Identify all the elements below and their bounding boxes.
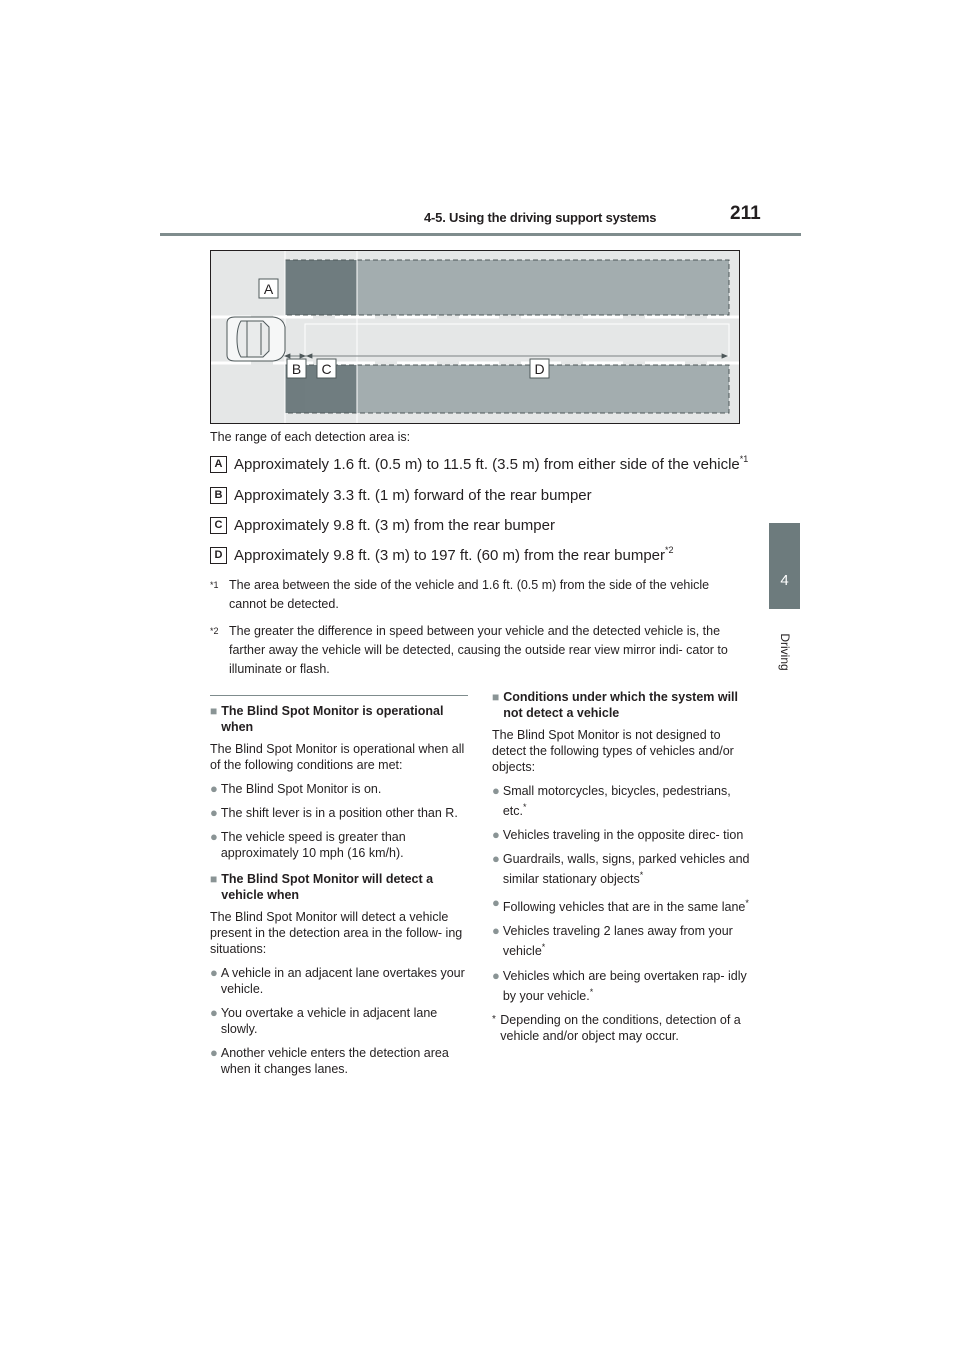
page-number: 211	[730, 203, 761, 224]
figure-label-b: B	[291, 361, 302, 377]
definition-d	[210, 544, 674, 564]
circle-bullet-icon: ●	[210, 805, 218, 820]
list-item-text: The Blind Spot Monitor is on.	[220, 782, 382, 796]
list-item-text	[503, 923, 750, 959]
footnote	[492, 1012, 750, 1044]
footnote-text: The area between the side of the vehicle and 1.6 ft. (0.5 m) from the side of the vehicle cannot be detected.	[229, 578, 710, 611]
asterisk: *	[589, 986, 594, 997]
circle-bullet-icon: ●	[210, 829, 218, 844]
circle-bullet-icon: ●	[492, 827, 500, 843]
column-rule	[210, 695, 468, 696]
list-item	[492, 968, 750, 1004]
list-item	[492, 923, 750, 959]
paragraph: The Blind Spot Monitor will detect a vehicle present in the detection area in the follow- ing situations:	[210, 910, 463, 956]
figure-label-c: C	[321, 361, 332, 377]
list-item	[492, 851, 750, 887]
list-item-text	[503, 851, 750, 887]
figure-label-a: A	[263, 281, 274, 297]
definition-text: Approximately 1.6 ft. (0.5 m) to 11.5 ft. (3.5 m) from either side of the vehicle	[234, 456, 740, 473]
definition-key: D	[210, 547, 227, 564]
heading-text: The Blind Spot Monitor will detect a vehicle when	[221, 872, 434, 902]
circle-bullet-icon: ●	[492, 851, 500, 867]
list-item	[492, 827, 750, 843]
list-item	[492, 783, 750, 819]
circle-bullet-icon: ●	[210, 965, 218, 980]
list-item-text: The shift lever is in a position other than R.	[220, 806, 458, 820]
footnote-2	[210, 622, 740, 679]
list-item-text-body: Guardrails, walls, signs, parked vehicles and similar stationary objects	[502, 852, 750, 887]
definition-sup: *1	[739, 453, 749, 464]
definition-text: Approximately 9.8 ft. (3 m) to 197 ft. (60 m) from the rear bumper	[234, 547, 665, 564]
definition-key: B	[210, 487, 227, 504]
chapter-number: 4	[780, 572, 789, 589]
list-item-text	[503, 783, 750, 819]
list-item-text: You overtake a vehicle in adjacent lane slowly.	[220, 1006, 438, 1036]
section-title: 4-5. Using the driving support systems	[424, 210, 657, 225]
circle-bullet-icon: ●	[492, 783, 500, 798]
heading-text: Conditions under which the system will not detect a vehicle	[503, 690, 738, 720]
definition-b	[210, 487, 592, 504]
list-item-text: Another vehicle enters the detection area when it changes lanes.	[220, 1046, 449, 1076]
footnote-1	[210, 576, 740, 614]
circle-bullet-icon: ●	[210, 1045, 218, 1060]
section-heading	[210, 871, 472, 903]
footnote-text: Depending on the conditions, detection of a vehicle and/or object may occur.	[500, 1012, 741, 1043]
list-item-text-body: Small motorcycles, bicycles, pedestrians, etc.	[502, 784, 731, 819]
chapter-tab	[769, 523, 800, 609]
asterisk: *	[745, 898, 749, 909]
list-item	[210, 805, 472, 821]
list-item	[492, 895, 750, 915]
heading-text: The Blind Spot Monitor is operational when	[221, 704, 444, 734]
definition-key: C	[210, 517, 227, 534]
circle-bullet-icon: ●	[210, 781, 218, 796]
left-column	[210, 703, 472, 1077]
definition-text: Approximately 3.3 ft. (1 m) forward of the rear bumper	[234, 487, 592, 504]
list-item-text-body: Vehicles traveling 2 lanes away from your vehicle	[502, 924, 733, 959]
circle-bullet-icon: ●	[492, 967, 500, 983]
section-heading	[492, 689, 750, 721]
range-intro: The range of each detection area is:	[210, 430, 411, 444]
definition-key: A	[210, 456, 227, 473]
list-item-text-body: Following vehicles that are in the same lane	[502, 900, 746, 915]
vehicle-icon	[227, 317, 285, 361]
header-rule	[160, 233, 801, 236]
asterisk: *	[541, 942, 546, 953]
list-item-text	[503, 968, 750, 1004]
definition-c	[210, 517, 555, 534]
list-item	[210, 1045, 472, 1077]
circle-bullet-icon: ●	[210, 1005, 218, 1020]
asterisk: *	[639, 870, 644, 881]
right-column	[492, 689, 750, 1044]
figure-label-d: D	[534, 361, 545, 377]
definition-a	[210, 453, 749, 473]
footnote-mark: *1	[210, 580, 219, 590]
list-item-text-body: Vehicles which are being overtaken rap- idly by your vehicle.	[502, 968, 747, 1003]
asterisk: *	[523, 802, 527, 812]
zone-top-near	[285, 260, 357, 315]
list-item-text: Vehicles traveling in the opposite direc- tion	[502, 828, 744, 843]
list-item	[210, 1005, 472, 1037]
list-item-text: A vehicle in an adjacent lane overtakes your vehicle.	[220, 966, 465, 996]
definition-text: Approximately 9.8 ft. (3 m) from the rear bumper	[234, 517, 555, 534]
zone-top-far	[357, 260, 729, 315]
definition-sup: *2	[665, 544, 674, 555]
detection-area-diagram	[211, 251, 739, 423]
chapter-label: Driving	[778, 633, 792, 671]
circle-bullet-icon: ●	[492, 895, 500, 911]
list-item	[210, 965, 472, 997]
paragraph: The Blind Spot Monitor is operational when all of the following conditions are met:	[210, 742, 465, 772]
square-bullet-icon: ■	[210, 704, 218, 718]
square-bullet-icon: ■	[210, 872, 218, 886]
square-bullet-icon: ■	[492, 690, 500, 704]
section-heading	[210, 703, 472, 735]
list-item	[210, 829, 472, 861]
paragraph: The Blind Spot Monitor is not designed to detect the following types of vehicles and/or objects:	[492, 728, 734, 774]
footnote-text: The greater the difference in speed between your vehicle and the detected vehicle is, the farther away the vehicle will be detected, causing the outside rear view mirror indi- cator to illuminate or flash.	[229, 624, 728, 676]
list-item-text	[503, 895, 749, 915]
list-item	[210, 781, 472, 797]
circle-bullet-icon: ●	[492, 923, 500, 939]
detection-area-figure	[210, 250, 740, 424]
footnote-mark: *2	[210, 626, 219, 636]
list-item-text: The vehicle speed is greater than approximately 10 mph (16 km/h).	[220, 830, 406, 860]
footnote-mark: *	[492, 1013, 496, 1025]
